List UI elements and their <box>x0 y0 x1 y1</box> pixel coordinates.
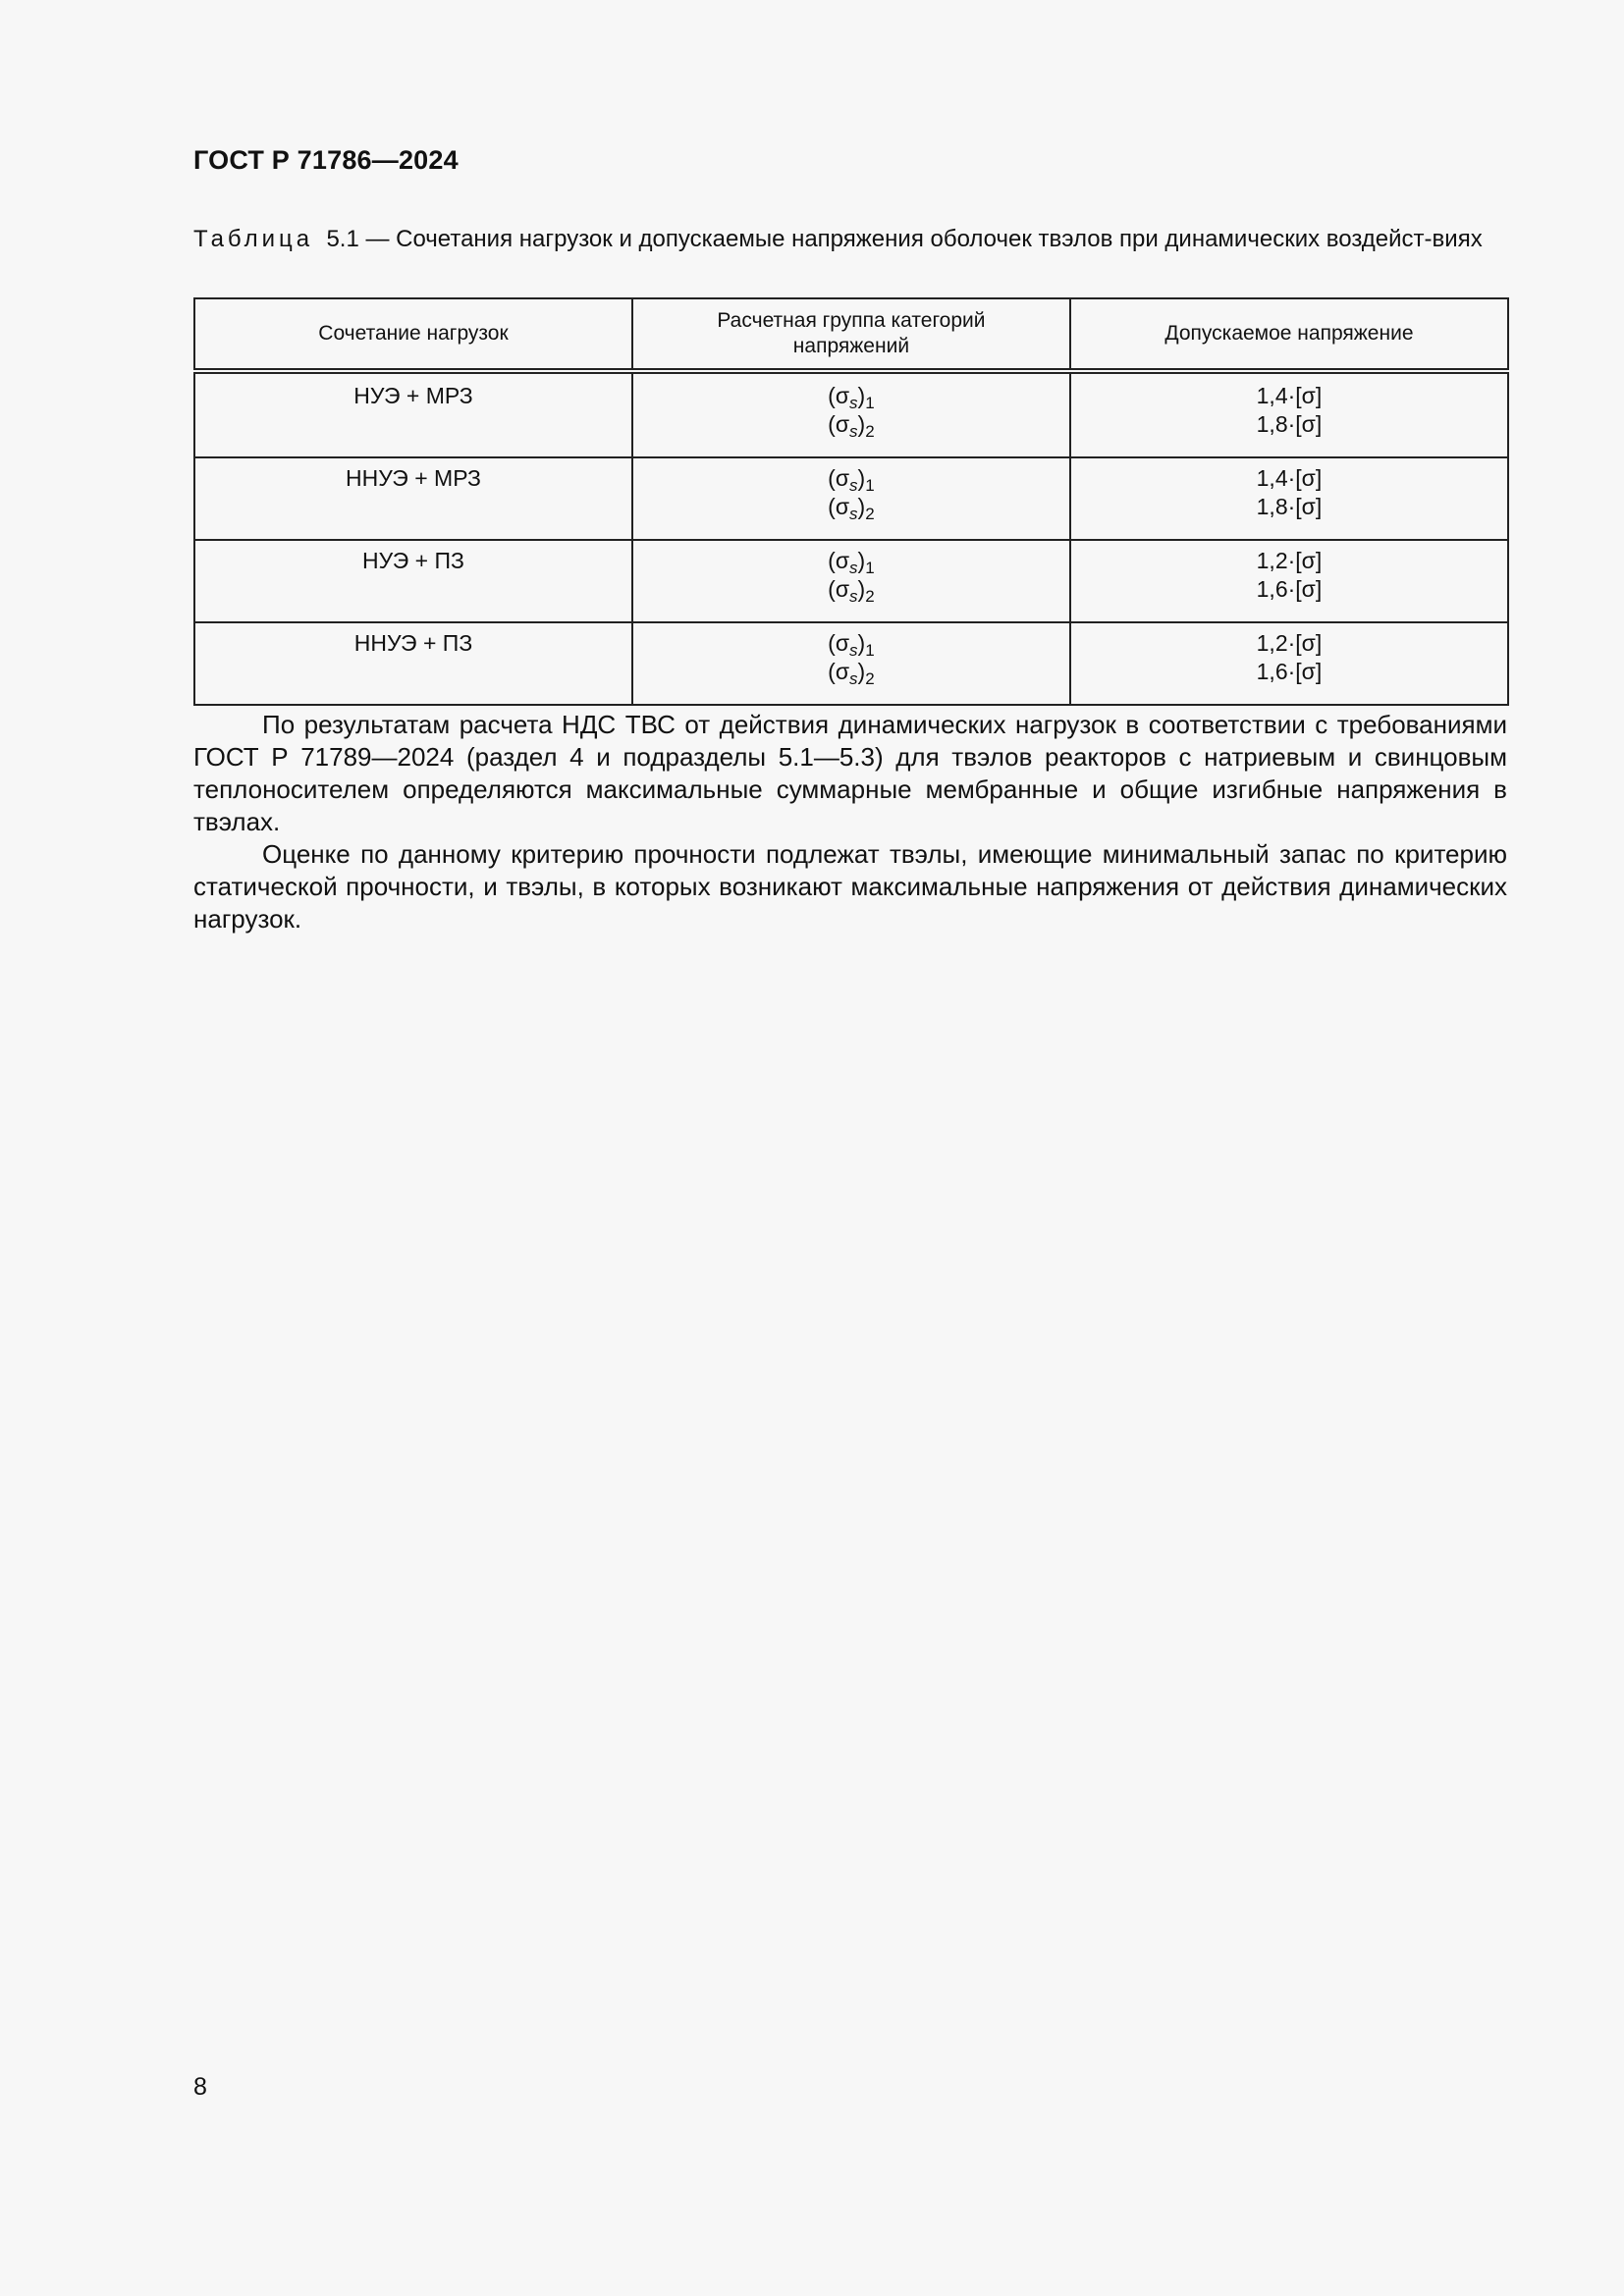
paragraph: По результатам расчета НДС ТВС от действия динамических нагрузок в соответствии с требованиями ГОСТ Р 71789—2024 (раздел 4 и подразделы 5.1—5.3) для твэлов реакторов с натриевым и свинцовым теплоносителем определяются максимальные суммарные мембранные и общие изгибные напряжения в твэлах. <box>193 710 1507 836</box>
combination-cell: ННУЭ + ПЗ <box>194 622 632 705</box>
allowable-stress-value: 1,2·[σ] <box>1256 548 1323 573</box>
table-caption-label: Таблица <box>193 226 314 252</box>
stress-group-cell <box>632 457 1070 540</box>
allowable-stress-value: 1,6·[σ] <box>1256 576 1323 602</box>
paragraph: Оценке по данному критерию прочности подлежат твэлы, имеющие минимальный запас по критерию статической прочности, и твэлы, в которых возникают максимальные напряжения от действия динамических нагрузок. <box>193 839 1507 934</box>
stress-group-value: $(\sigma_s)_1$ <box>828 465 875 495</box>
column-header-stress-group <box>632 298 1070 371</box>
column-header-stress-group-label: Расчетная группа категорий напряжений <box>717 309 986 357</box>
load-combinations-table <box>193 297 1509 706</box>
page-number: 8 <box>193 2073 207 2101</box>
column-header-allowable-stress: Допускаемое напряжение <box>1070 298 1508 371</box>
stress-group-cell <box>632 371 1070 457</box>
allowable-stress-value: 1,2·[σ] <box>1256 630 1323 656</box>
allowable-stress-cell <box>1070 457 1508 540</box>
stress-group-value: $(\sigma_s)_2$ <box>828 659 875 688</box>
body-text <box>193 709 1507 935</box>
allowable-stress-value: 1,6·[σ] <box>1256 659 1323 684</box>
stress-group-value: $(\sigma_s)_2$ <box>828 494 875 523</box>
allowable-stress-value: 1,4·[σ] <box>1256 383 1323 408</box>
allowable-stress-value: 1,8·[σ] <box>1256 411 1323 437</box>
allowable-stress-value: 1,8·[σ] <box>1256 494 1323 519</box>
stress-group-value: $(\sigma_s)_2$ <box>828 411 875 441</box>
table-row <box>194 371 1508 457</box>
allowable-stress-cell <box>1070 371 1508 457</box>
combination-cell: НУЭ + ПЗ <box>194 540 632 622</box>
column-header-combination: Сочетание нагрузок <box>194 298 632 371</box>
table-row <box>194 457 1508 540</box>
stress-group-value: $(\sigma_s)_1$ <box>828 548 875 577</box>
allowable-stress-cell <box>1070 540 1508 622</box>
stress-group-cell <box>632 540 1070 622</box>
table-caption <box>193 224 1509 255</box>
document-header: ГОСТ Р 71786—2024 <box>193 145 459 175</box>
stress-group-value: $(\sigma_s)_1$ <box>828 630 875 660</box>
stress-group-value: $(\sigma_s)_1$ <box>828 383 875 412</box>
stress-group-cell <box>632 622 1070 705</box>
table-row <box>194 540 1508 622</box>
stress-group-value: $(\sigma_s)_2$ <box>828 576 875 606</box>
combination-cell: НУЭ + МРЗ <box>194 371 632 457</box>
allowable-stress-value: 1,4·[σ] <box>1256 465 1323 491</box>
table-row <box>194 622 1508 705</box>
table-header-row <box>194 298 1508 371</box>
allowable-stress-cell <box>1070 622 1508 705</box>
table-caption-text: 5.1 — Сочетания нагрузок и допускаемые напряжения оболочек твэлов при динамических воздейст-виях <box>326 226 1483 252</box>
combination-cell: ННУЭ + МРЗ <box>194 457 632 540</box>
